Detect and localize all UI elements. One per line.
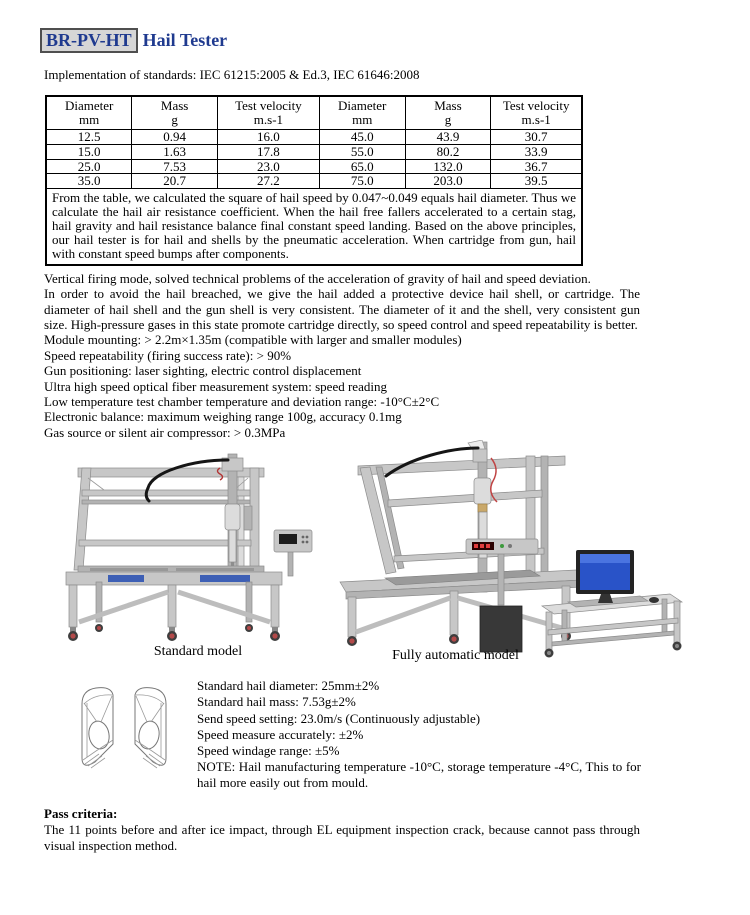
cell: 0.94 bbox=[132, 130, 218, 145]
standard-model-caption: Standard model bbox=[153, 644, 243, 660]
cell: 203.0 bbox=[405, 174, 491, 189]
spec-line-electronic-balance: Electronic balance: maximum weighing range 100g, accuracy 0.1mg bbox=[44, 409, 402, 425]
cell: 75.0 bbox=[319, 174, 405, 189]
cell: 36.7 bbox=[491, 159, 582, 174]
cell: 55.0 bbox=[319, 144, 405, 159]
col-header-diameter-2: Diameter mm bbox=[319, 96, 405, 130]
table-row bbox=[46, 144, 582, 159]
spec-line-gas-source: Gas source or silent air compressor: > 0.3MPa bbox=[44, 424, 286, 440]
pass-criteria-section bbox=[44, 806, 640, 853]
spec-line-low-temperature: Low temperature test chamber temperature and deviation range: -10°C±2°C bbox=[44, 393, 440, 409]
hail-spec-list bbox=[197, 678, 641, 791]
pass-criteria-text: The 11 points before and after ice impact, through EL equipment inspection crack, because cannot pass through visual inspection method. bbox=[44, 821, 640, 853]
hail-spec-measure-accuracy: Speed measure accurately: ±2% bbox=[197, 726, 364, 742]
pass-criteria-heading: Pass criteria: bbox=[44, 806, 118, 822]
table-row bbox=[46, 130, 582, 145]
description-block bbox=[44, 271, 640, 440]
standard-model-image bbox=[52, 448, 324, 646]
cell: 45.0 bbox=[319, 130, 405, 145]
col-header-mass-1: Mass g bbox=[132, 96, 218, 130]
cell: 35.0 bbox=[46, 174, 132, 189]
cell: 30.7 bbox=[491, 130, 582, 145]
hail-parameters-table bbox=[45, 95, 583, 266]
spec-line-speed-repeatability: Speed repeatability (firing success rate): > 90% bbox=[44, 347, 292, 363]
col-header-mass-2: Mass g bbox=[405, 96, 491, 130]
hail-spec-windage: Speed windage range: ±5% bbox=[197, 743, 340, 758]
automatic-model-caption: Fully automatic model bbox=[392, 648, 519, 664]
cell: 33.9 bbox=[491, 144, 582, 159]
page-title bbox=[40, 28, 750, 53]
hail-spec-send-speed: Send speed setting: 23.0m/s (Continuously adjustable) bbox=[197, 710, 481, 726]
spec-line-module-mounting: Module mounting: > 2.2m×1.35m (compatible with larger and smaller modules) bbox=[44, 332, 462, 348]
table-note-text: From the table, we calculated the square of hail speed by 0.047~0.049 equals hail diameter. Thus we calculate the hail air resistance coefficient. When the hail free fallers accelerated to a certain stag, hail gravity and hail resistance balance final constant speed landing. Based on the above principles, our hail tester is for hail and shells by the pneumatic acceleration. When cartridge from gun, hail with constant speed bumps after components. bbox=[46, 189, 582, 265]
cell: 17.8 bbox=[218, 144, 320, 159]
paragraph-hail-shell: In order to avoid the hail breached, we give the hail added a protective device hail shell, or cartridge. The diameter of hail shell and the gun shell is very consistent. The diameter of it and the shell, very consistent gun size. High-pressure gases in this state promote cartridge directly, so speed control and speed repeatability is better. bbox=[44, 286, 640, 332]
cell: 43.9 bbox=[405, 130, 491, 145]
cell: 16.0 bbox=[218, 130, 320, 145]
hail-spec-section bbox=[0, 678, 750, 798]
cell: 132.0 bbox=[405, 159, 491, 174]
paragraph-vertical-firing: Vertical firing mode, solved technical problems of the acceleration of gravity of hail and speed deviation. bbox=[44, 270, 591, 286]
table-note-row bbox=[46, 189, 582, 265]
table-header bbox=[46, 96, 582, 130]
fully-automatic-model-image bbox=[330, 440, 710, 658]
hail-spec-mass: Standard hail mass: 7.53g±2% bbox=[197, 694, 356, 710]
hail-mould-diagram bbox=[72, 682, 180, 780]
hail-spec-diameter: Standard hail diameter: 25mm±2% bbox=[197, 678, 380, 694]
cell: 27.2 bbox=[218, 174, 320, 189]
spec-line-gun-positioning: Gun positioning: laser sighting, electric control displacement bbox=[44, 363, 362, 379]
table-row bbox=[46, 159, 582, 174]
page-title-text: Hail Tester bbox=[142, 30, 228, 50]
cell: 25.0 bbox=[46, 159, 132, 174]
col-header-velocity-1: Test velocity m.s-1 bbox=[218, 96, 320, 130]
cell: 39.5 bbox=[491, 174, 582, 189]
standards-line: Implementation of standards: IEC 61215:2005 & Ed.3, IEC 61646:2008 bbox=[44, 67, 420, 82]
spec-line-optical-fiber: Ultra high speed optical fiber measurement system: speed reading bbox=[44, 378, 387, 394]
machine-figures bbox=[0, 440, 750, 670]
cell: 65.0 bbox=[319, 159, 405, 174]
cell: 7.53 bbox=[132, 159, 218, 174]
model-code-badge: BR-PV-HT bbox=[40, 28, 138, 53]
cell: 20.7 bbox=[132, 174, 218, 189]
cell: 15.0 bbox=[46, 144, 132, 159]
col-header-velocity-2: Test velocity m.s-1 bbox=[491, 96, 582, 130]
cell: 1.63 bbox=[132, 144, 218, 159]
col-header-diameter-1: Diameter mm bbox=[46, 96, 132, 130]
cell: 80.2 bbox=[405, 144, 491, 159]
hail-spec-note: NOTE: Hail manufacturing temperature -10°C, storage temperature -4°C, This to for hail more easily out from mould. bbox=[197, 759, 641, 791]
table-row bbox=[46, 174, 582, 189]
cell: 12.5 bbox=[46, 130, 132, 145]
cell: 23.0 bbox=[218, 159, 320, 174]
